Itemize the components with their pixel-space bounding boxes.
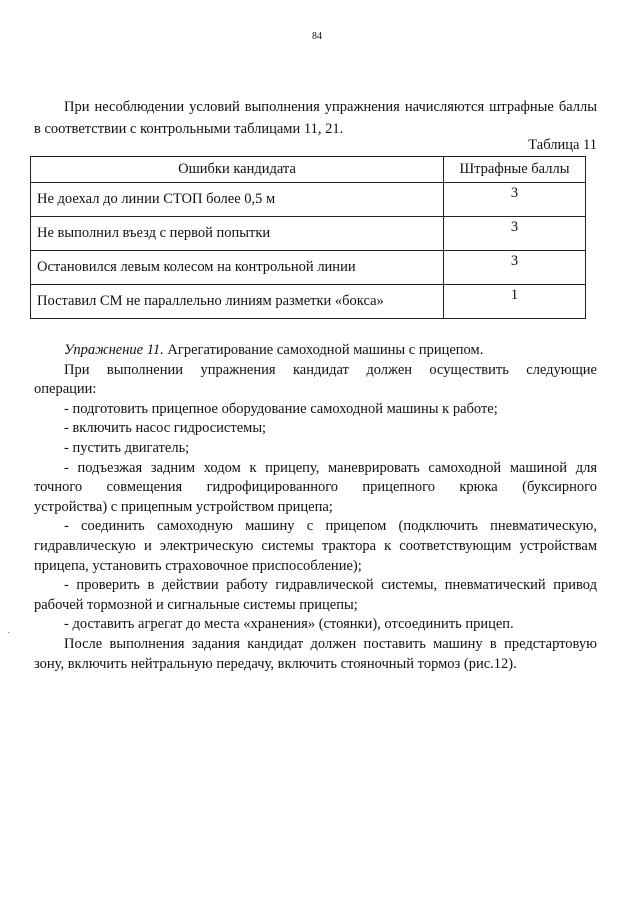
table-header-row [31, 157, 586, 183]
error-cell: Поставил СМ не параллельно линиям разметки «бокса» [31, 285, 444, 319]
final-paragraph-line: зону, включить нейтральную передачу, включить стояночный тормоз (рис.12). [34, 655, 517, 672]
header-points: Штрафные баллы [444, 157, 586, 183]
intro-paragraph: При несоблюдении условий выполнения упражнения начисляются штрафные баллы в соответствии с контрольными таблицами 11, 21. [34, 99, 597, 137]
list-item-continuation: прицепа, установить страховочное приспособление); [34, 557, 362, 574]
final-paragraph-line: После выполнения задания кандидат должен поставить машину в предстартовую [64, 635, 597, 652]
list-item: - доставить агрегат до места «хранения» (стоянки), отсоединить прицеп. [64, 616, 514, 633]
table-row [31, 183, 586, 217]
error-cell: Не выполнил въезд с первой попытки [31, 217, 444, 251]
header-errors: Ошибки кандидата [31, 157, 444, 183]
points-cell: 3 [444, 217, 586, 251]
exercise-lead-line: При выполнении упражнения кандидат должен осуществить следующие [64, 361, 597, 378]
list-item: - соединить самоходную машину с прицепом (подключить пневматическую, [64, 518, 597, 535]
table-row [31, 251, 586, 285]
penalty-table [30, 156, 586, 319]
exercise-title: Упражнение 11. [64, 342, 164, 358]
error-cell: Не доехал до линии СТОП более 0,5 м [31, 183, 444, 217]
points-cell: 3 [444, 183, 586, 217]
list-item-continuation: точного совмещения гидрофицированного прицепного крюка (буксирного [34, 479, 597, 496]
table-caption: Таблица 11 [528, 137, 597, 153]
list-item: - подготовить прицепное оборудование самоходной машины к работе; [64, 400, 498, 417]
exercise-lead-line: операции: [34, 381, 97, 398]
page-number: 84 [312, 31, 322, 42]
list-item-continuation: гидравлическую и электрическую системы трактора к соответствующим устройствам [34, 537, 597, 554]
exercise-section [34, 341, 597, 674]
list-item: - проверить в действии работу гидравлической системы, пневматический привод [64, 577, 597, 594]
list-item: - подъезжая задним ходом к прицепу, маневрировать самоходной машиной для [64, 459, 597, 476]
table-row [31, 285, 586, 319]
list-item-continuation: рабочей тормозной и сигнальные системы прицепы; [34, 596, 358, 613]
list-item: - включить насос гидросистемы; [64, 420, 267, 437]
scan-speck: · [7, 628, 11, 639]
exercise-title-rest: Агрегатирование самоходной машины с прицепом. [163, 342, 484, 358]
exercise-heading [34, 341, 597, 361]
error-cell: Остановился левым колесом на контрольной линии [31, 251, 444, 285]
table-row [31, 217, 586, 251]
points-cell: 3 [444, 251, 586, 285]
list-item: - пустить двигатель; [64, 439, 190, 456]
points-cell: 1 [444, 285, 586, 319]
list-item-continuation: устройства) с прицепным устройством прицепа; [34, 498, 333, 515]
